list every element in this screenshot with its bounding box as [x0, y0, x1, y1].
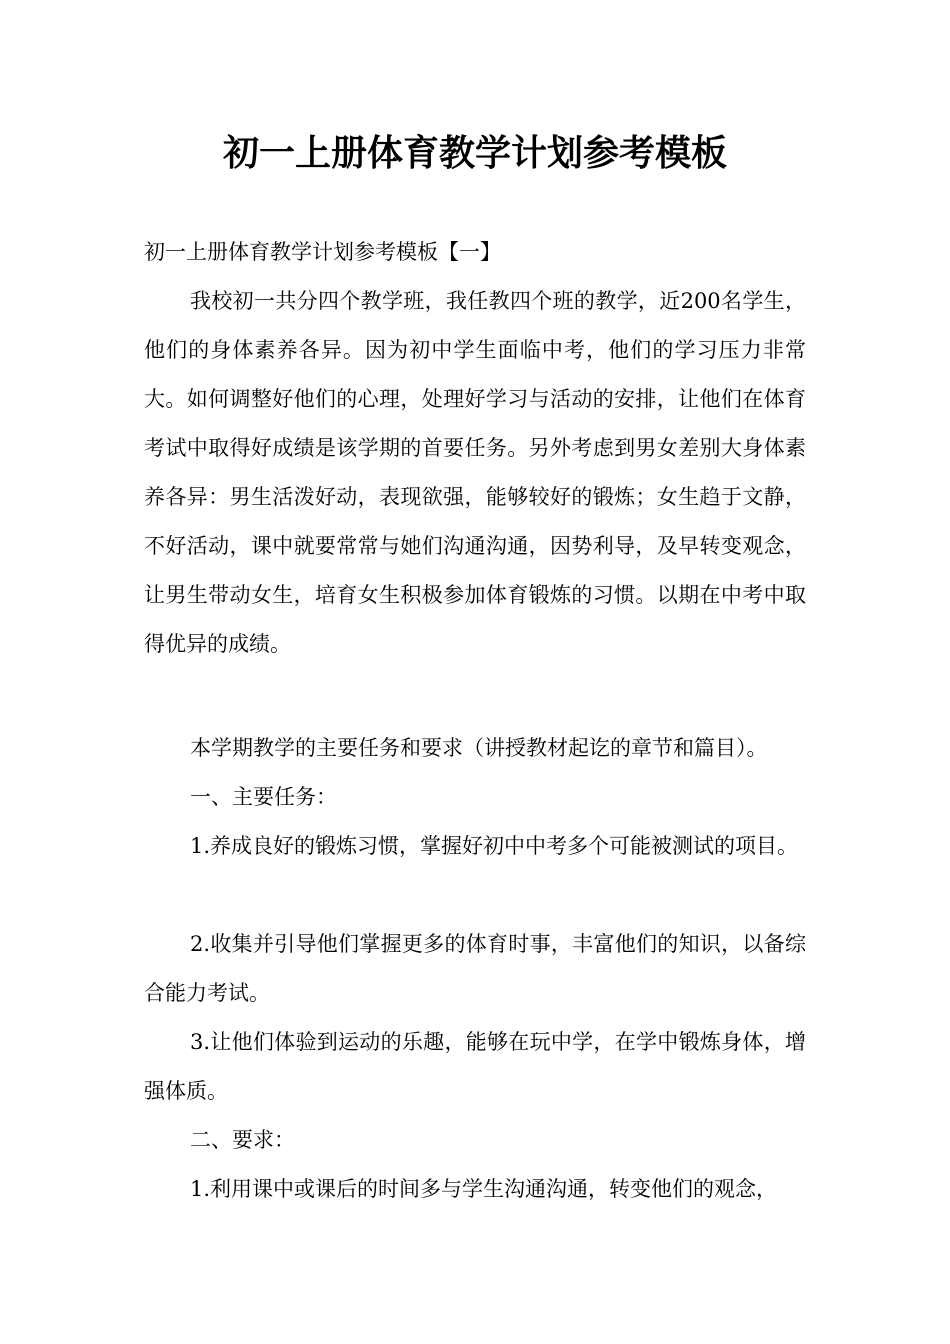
task-item: 3.让他们体验到运动的乐趣，能够在玩中学，在学中锻炼身体，增强体质。 — [144, 1030, 806, 1103]
intro-paragraph: 我校初一共分四个教学班，我任教四个班的教学，近200名学生，他们的身体素养各异。因为初中学生面临中考，他们的学习压力非常大。如何调整好他们的心理，处理好学习与活动的安排，让他们在体育考试中取得好成绩是该学期的首要任务。另外考虑到男女差别大身体素养各异：男生活泼好动，表现欲强，能够较好的锻炼；女生趋于文静，不好活动，课中就要常常与她们沟通沟通，因势利导，及早转变观念，让男生带动女生，培育女生积极参加体育锻炼的习惯。以期在中考中取得优异的成绩。 — [144, 289, 806, 656]
document-title: 初一上册体育教学计划参考模板 — [222, 133, 727, 174]
section-main-tasks-title: 一、主要任务： — [190, 785, 337, 809]
requirement-item: 1.利用课中或课后的时间多与学生沟通沟通，转变他们的观念， — [190, 1177, 778, 1201]
task-item: 1.养成良好的锻炼习惯，掌握好初中中考多个可能被测试的项目。 — [190, 834, 799, 858]
task-item: 2.收集并引导他们掌握更多的体育时事，丰富他们的知识，以备综合能力考试。 — [144, 932, 806, 1005]
tasks-heading: 本学期教学的主要任务和要求（讲授教材起讫的章节和篇目）。 — [190, 736, 768, 760]
document-subtitle: 初一上册体育教学计划参考模板【一】 — [144, 240, 501, 264]
section-requirements-title: 二、要求： — [190, 1128, 295, 1152]
